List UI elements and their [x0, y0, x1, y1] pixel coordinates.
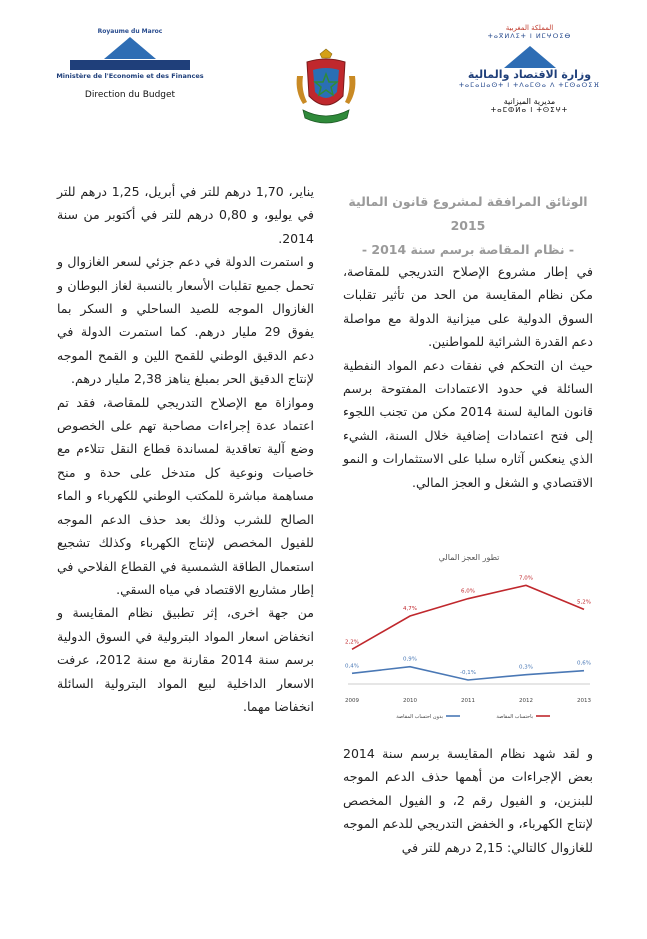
right-column-top [343, 260, 593, 494]
x-tick-label: 2013 [577, 698, 591, 704]
ministry-tifinagh: ⵜⴰⵎⴰⵡⴰⵙⵜ ⵏ ⵜⴷⴰⵎⵙⴰ ⴷ ⵜⵎⵙⴰⵔⵉⴼ [458, 81, 601, 89]
legend-label: باحتساب المقاصة [496, 714, 533, 720]
directorate-tifinagh: ⵜⴰⵎⵀⵍⴰ ⵏ ⵜⵙⵉⵖⵜ [490, 106, 569, 114]
paragraph: و استمرت الدولة في دعم جزئي لسعر الغازوال و تحمل جميع تقلبات الأسعار بالنسبة لغاز البوطان و الغازوال الموجه للصيد الساحلي و السكر بما يفوق 29 مليار درهم. كما استمرت الدولة في دعم الدقيق الوطني للقمح اللين و القمح الموجه لإنتاج الدقيق الحر بمبلغ يناهز 2,38 مليار درهم. [57, 254, 314, 387]
ministry-logo-bar [70, 60, 190, 70]
kingdom-ar: المملكة المغربية [505, 24, 554, 32]
paragraph: في إطار مشروع الإصلاح التدريجي للمقاصة، مكن نظام المقايسة من الحد من تأثير تقلبات السوق الدولية على ميزانية الدولة مع مواصلة دعم القدرة الشرائية للمواطنين. [343, 264, 593, 350]
paragraph: حيث ان التحكم في نفقات دعم المواد النفطية السائلة في حدود الاعتمادات المفتوحة برسم قانون المالية لسنة 2014 مكن من تجنب اللجوء إلى فتح اعتمادات إضافية خلال السنة، الشيء الذي ينعكس آثاره سلبا على الاستثمارات و النمو الاقتصادي و الشغل و العجز المالي. [343, 357, 594, 490]
x-tick-label: 2012 [519, 698, 533, 704]
royal-emblem-icon [293, 48, 359, 130]
data-label: 2,2% [345, 639, 359, 646]
ministry-fr: Ministère de l'Economie et des Finances [56, 72, 204, 80]
ministry-logo-right-icon [504, 46, 556, 68]
chart-title: تطور العجز المالي [438, 553, 500, 562]
left-column [57, 180, 314, 718]
paragraph: يناير، 1,70 درهم للتر في أبريل، 1,25 درهم للتر في يوليو، و 0,80 درهم للتر في أكتوبر من سنة 2014. [57, 184, 314, 246]
left-logo [55, 28, 205, 128]
department-fr: Direction du Budget [84, 90, 176, 100]
paragraph: وموازاة مع الإصلاح التدريجي للمقاصة، فقد تم اعتماد عدة إجراءات مصاحبة تهم على الخصوص وضع آلية تعاقدية لمساندة قطاع النقل تتلاءم مع خاصيات ونوعية كل متدخل على حدة و منح مساهمة مباشرة للمكتب الوطني للكهرباء و الماء الصالح للشرب وذلك بعد حذف الدعم الموجه للفيول المخصص لإنتاج الكهرباء وكذلك تشجيع استعمال الطاقة الشمسية في القطاع الفلاحي في إطار مشاريع الاقتصاد في مياه السقي. [57, 394, 314, 597]
data-label: 0,4% [345, 663, 359, 670]
right-logo [452, 24, 607, 114]
fiscal-deficit-chart [338, 542, 600, 732]
title-line-2: - نظام المقاصة برسم سنة 2014 - [361, 242, 575, 257]
data-label: -0,1% [460, 670, 476, 676]
x-tick-label: 2010 [403, 698, 417, 704]
data-label: 0,9% [403, 656, 417, 663]
ministry-ar: وزارة الاقتصاد والمالية [467, 68, 592, 81]
kingdom-fr: Royaume du Maroc [97, 28, 163, 35]
x-tick-label: 2009 [345, 698, 359, 704]
paragraph: من جهة اخرى، إثر تطبيق نظام المقايسة و انخفاض اسعار المواد البترولية في السوق الدولية برسم سنة 2014 مقارنة مع سنة 2012، عرفت الاسعار الداخلية لبيع المواد البترولية السائلة انخفاضا مهما. [57, 605, 314, 714]
series-line-0 [352, 585, 584, 649]
kingdom-tifinagh: ⵜⴰⴳⵍⴷⵉⵜ ⵏ ⵍⵎⵖⵔⵉⴱ [487, 32, 572, 40]
data-label: 4,7% [403, 606, 417, 612]
directorate-ar: مديرية الميزانية [503, 97, 556, 106]
data-label: 0,6% [577, 660, 591, 667]
data-label: 6,0% [461, 588, 475, 595]
data-label: 7,0% [519, 575, 533, 582]
legend-label: بدون احتساب المقاصة [396, 714, 443, 720]
ministry-logo-icon [104, 37, 156, 59]
document-title [343, 190, 593, 262]
x-tick-label: 2011 [461, 698, 475, 704]
data-label: 0,3% [519, 664, 533, 671]
right-column-bottom [343, 742, 593, 859]
title-line-1: الوثائق المرافقة لمشروع قانون المالية 2015 [348, 194, 588, 233]
data-label: 5,2% [577, 599, 591, 606]
paragraph: و لقد شهد نظام المقايسة برسم سنة 2014 بعض الإجراءات من أهمها حذف الدعم الموجه للبنزين، و الفيول رقم 2، و الفيول المخصص لإنتاج الكهرباء، و الخفض التدريجي للدعم الموجه للغازوال كالتالي: 2,15 درهم للتر في [343, 746, 593, 855]
